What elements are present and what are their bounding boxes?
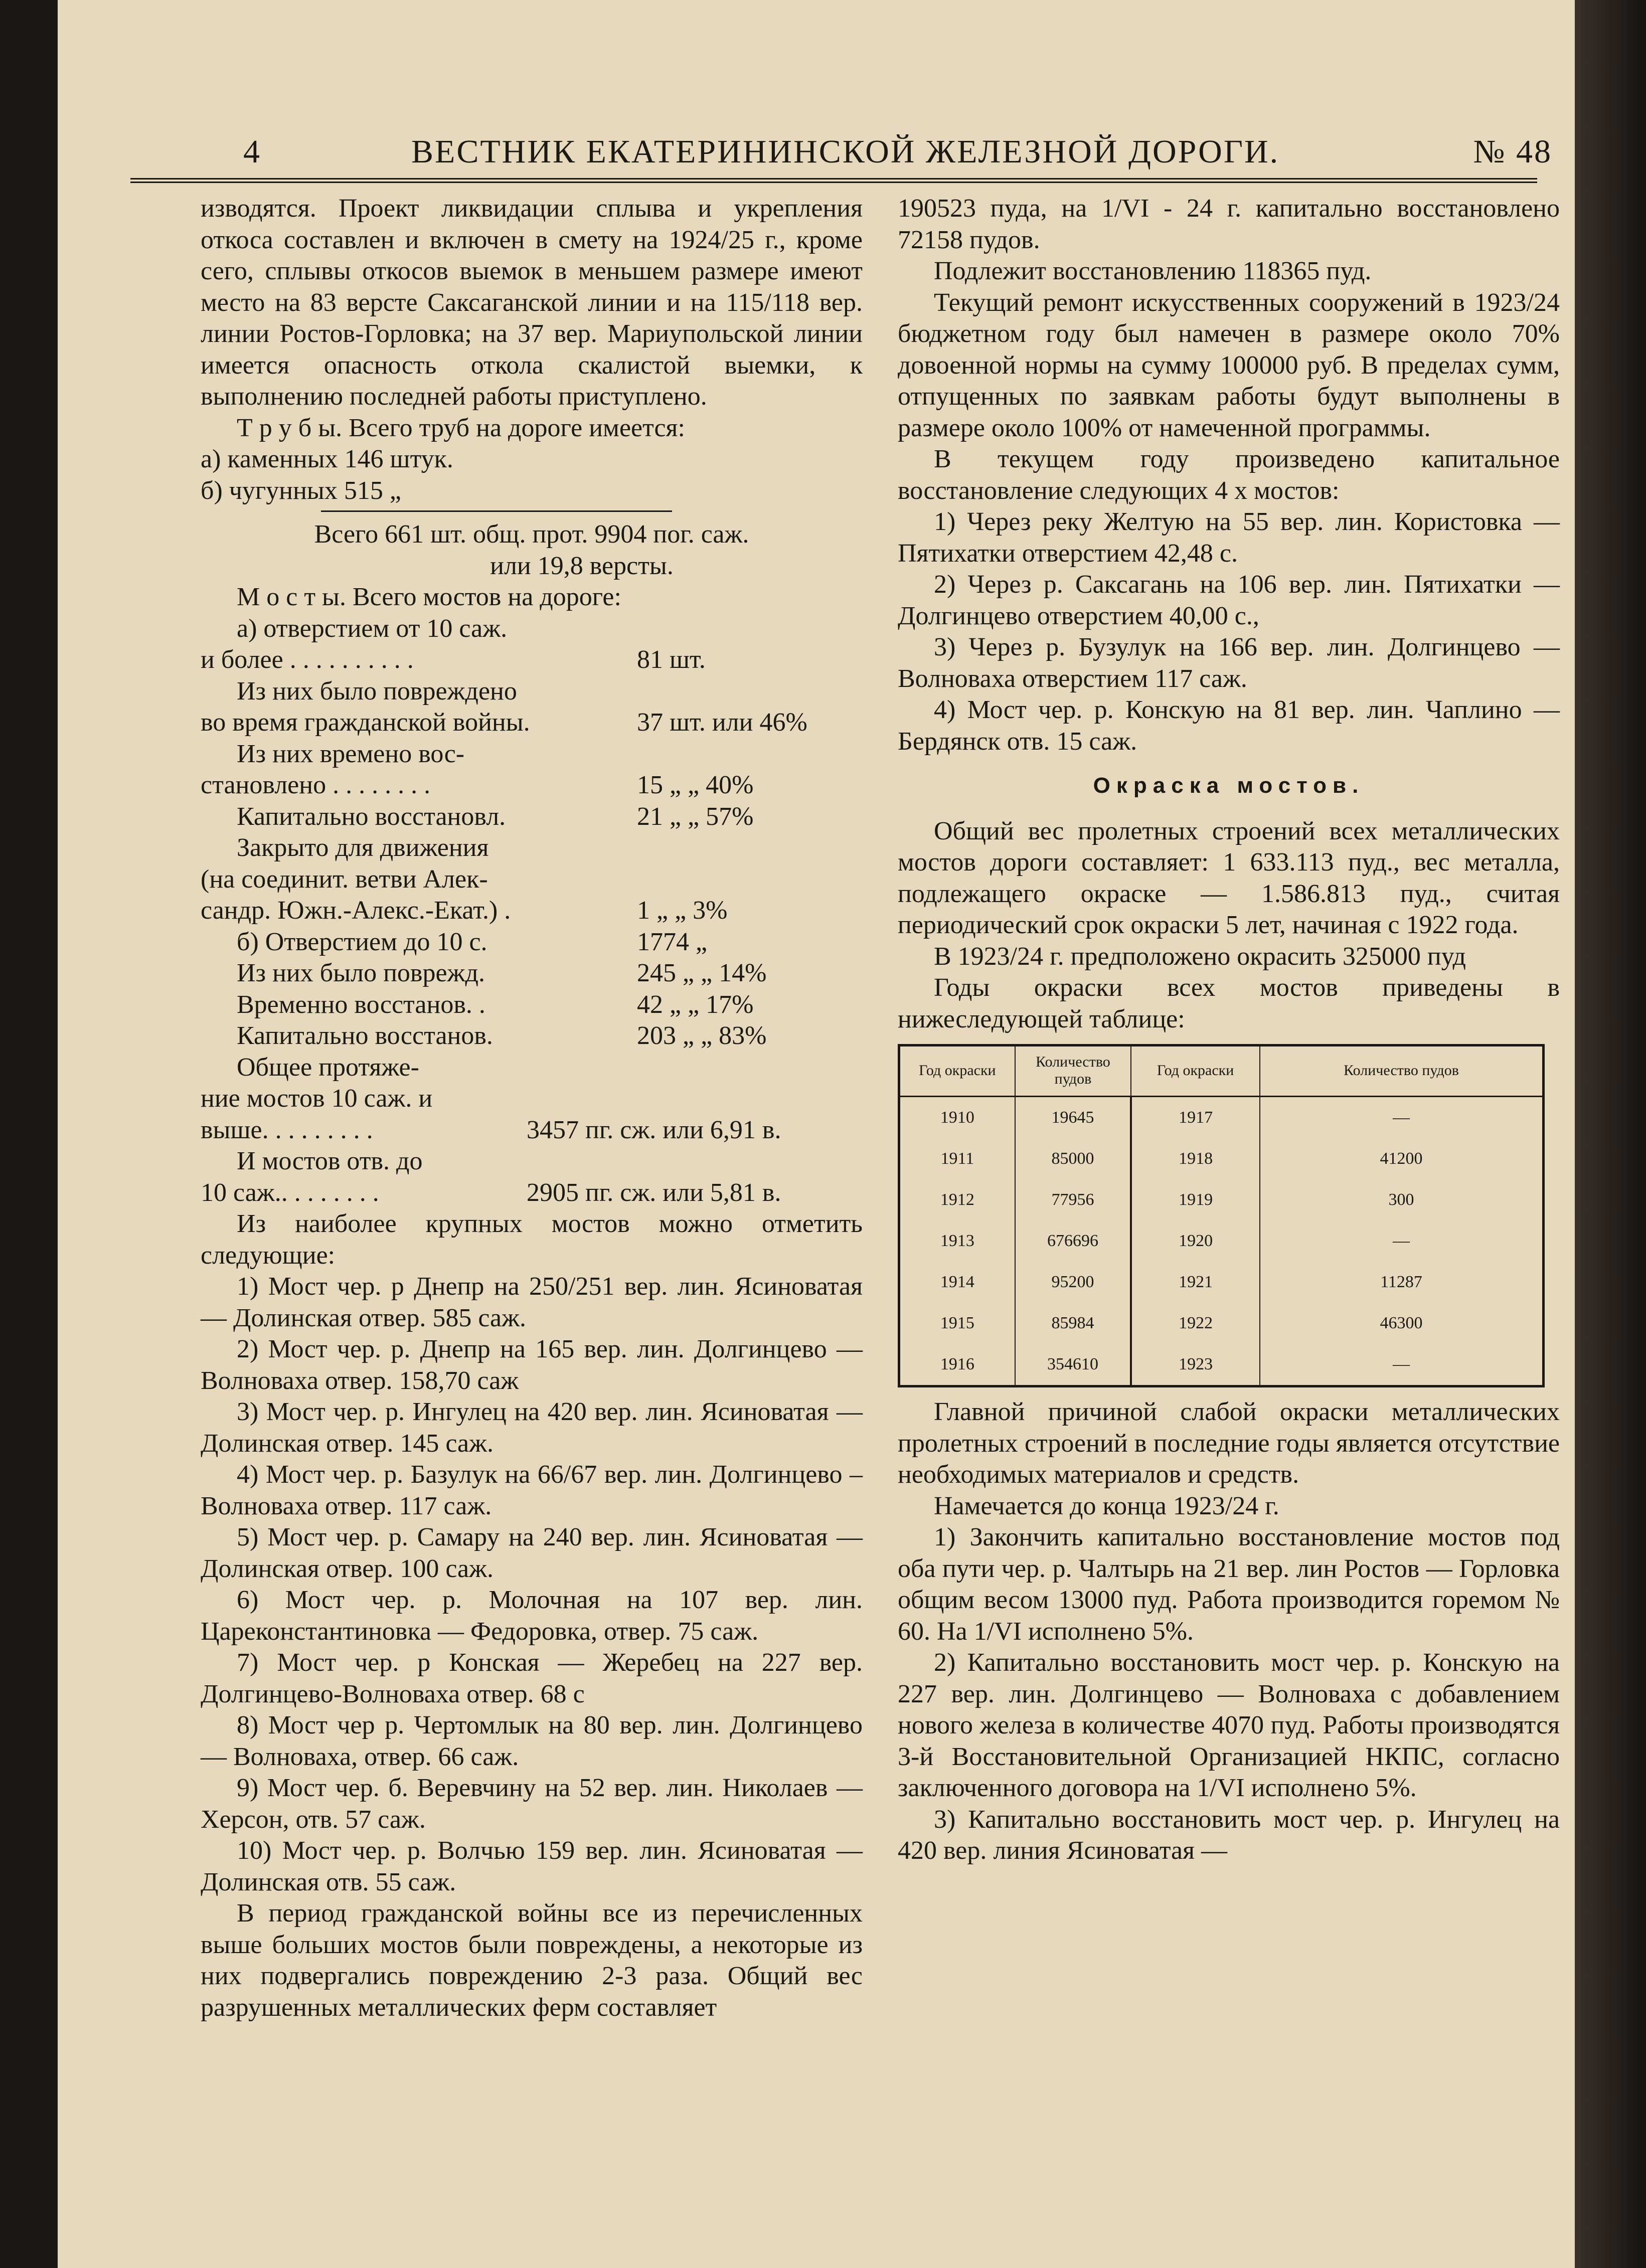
- paragraph: Намечается до конца 1923/24 г.: [934, 1491, 1279, 1520]
- paragraph: Годы окраски всех мостов приведены в нижеследующей таблице:: [898, 973, 1560, 1033]
- stat-row: [201, 1115, 863, 1146]
- bridges-intro: М о с т ы. Всего мостов на дороге:: [237, 583, 621, 611]
- bridge-item: 4) Мост чер. р. Базулук на 66/67 вер. лин. Долгинцево – Волноваха отвер. 117 саж.: [201, 1460, 863, 1520]
- year-cell: 1912: [899, 1179, 1015, 1220]
- table-row: [899, 1138, 1544, 1179]
- journal-title: ВЕСТНИК ЕКАТЕРИНИНСКОЙ ЖЕЛЕЗНОЙ ДОРОГИ.: [411, 133, 1280, 170]
- stat-row: [201, 1177, 863, 1209]
- stat-row: [201, 801, 863, 833]
- bridge-restored-item: 4) Мост чер. р. Конскую на 81 вер. лин. Чаплино — Бердянск отв. 15 саж.: [898, 695, 1560, 756]
- stat-row: [201, 989, 863, 1021]
- bridge-item: 1) Мост чер. р Днепр на 250/251 вер. лин. Ясиноватая — Долинская отвер. 585 саж.: [201, 1272, 863, 1332]
- year-cell: 1911: [899, 1138, 1015, 1179]
- year-cell: 1917: [1131, 1097, 1260, 1139]
- paragraph: Из наиболее крупных мостов можно отметить следующие:: [201, 1209, 863, 1270]
- stat-value: 42 „ „ 17%: [637, 990, 754, 1019]
- plan-item: 1) Закончить капитально восстановление мостов под оба пути чер. р. Чалтырь на 21 вер. лин Ростов — Горловка общим весом 13000 пуд. Работа производится горемом № 60. На 1/VI исполнено 5%.: [898, 1523, 1560, 1646]
- stat-label: во время гражданской войны.: [201, 708, 530, 737]
- stat-text: Из них было повреждено: [237, 676, 517, 706]
- quantity-cell: —: [1393, 1354, 1410, 1373]
- pipes-total-versts: или 19,8 версты.: [490, 551, 674, 580]
- page-number: 4: [243, 133, 261, 170]
- year-cell: 1923: [1131, 1344, 1260, 1386]
- stat-text: (на соединит. ветви Алек-: [201, 864, 488, 894]
- quantity-cell: 85984: [1015, 1303, 1131, 1344]
- stat-label: Временно восстанов. .: [237, 990, 485, 1019]
- stat-value: 1 „ „ 3%: [637, 896, 728, 925]
- stat-row: [201, 895, 863, 927]
- quantity-cell: 354610: [1015, 1344, 1131, 1386]
- stat-label: выше. . . . . . . . .: [201, 1115, 373, 1144]
- stat-value: 2905 пг. сж. или 5,81 в.: [527, 1178, 781, 1207]
- table-row: [899, 1220, 1544, 1262]
- bridge-item: 5) Мост чер. р. Самару на 240 вер. лин. Ясиноватая — Долинская отвер. 100 саж.: [201, 1523, 863, 1583]
- painting-table: [898, 1044, 1545, 1387]
- plan-item: 2) Капитально восстановить мост чер. р. Конскую на 227 вер. лин. Долгинцево — Волноваха с добавлением нового железа в количестве 4070 пуд. Работы производятся 3-й Восстановительной Организацией НКПС, согласно заключенного договора на 1/VI исполнено 5%.: [898, 1648, 1560, 1802]
- paragraph: Общий вес пролетных строений всех металлических мостов дороги составляет: 1 633.113 пуд., вес металла, подлежащего окраске — 1.586.813 пуд., считая периодический срок окраски 5 лет, начиная с 1922 года.: [898, 816, 1560, 939]
- quantity-cell: —: [1393, 1231, 1410, 1250]
- bridge-item: 9) Мост чер. б. Веревчину на 52 вер. лин. Николаев — Херсон, отв. 57 саж.: [201, 1774, 863, 1834]
- bridge-restored-item: 3) Через р. Бузулук на 166 вер. лин. Долгинцево — Волноваха отверстием 117 саж.: [898, 633, 1560, 693]
- year-cell: 1914: [899, 1262, 1015, 1303]
- running-header: [130, 128, 1552, 183]
- stat-value: 1774 „: [637, 927, 708, 956]
- header-year: Год окраски: [899, 1045, 1015, 1097]
- quantity-cell: 41200: [1380, 1149, 1423, 1168]
- stat-value: 203 „ „ 83%: [637, 1021, 767, 1050]
- header-quantity: Количество пудов: [1015, 1045, 1131, 1097]
- pipes-total: Всего 661 шт. общ. прот. 9904 пог. саж.: [314, 520, 749, 549]
- next-page-edge: [1575, 0, 1646, 2268]
- quantity-cell: 85000: [1015, 1138, 1131, 1179]
- stat-label: Капитально восстанов.: [237, 1021, 493, 1050]
- table-row: [899, 1097, 1544, 1139]
- bridge-item: 7) Мост чер. р Конская — Жеребец на 227 вер. Долгинцево-Волноваха отвер. 68 с: [201, 1648, 863, 1708]
- table-header-row: [899, 1045, 1544, 1097]
- year-cell: 1920: [1131, 1220, 1260, 1262]
- pipes-intro: Т р у б ы. Всего труб на дороге имеется:: [237, 413, 685, 442]
- year-cell: 1915: [899, 1303, 1015, 1344]
- stat-value: 21 „ „ 57%: [637, 802, 754, 831]
- stat-label: становлено . . . . . . . .: [201, 771, 431, 799]
- stat-row: [201, 770, 863, 801]
- stat-row: [201, 707, 863, 739]
- paragraph: Подлежит восстановлению 118365 пуд.: [934, 257, 1372, 285]
- year-cell: 1922: [1131, 1303, 1260, 1344]
- table-row: [899, 1344, 1544, 1386]
- paragraph: Главной причиной слабой окраски металлических пролетных строений в последние годы является отсутствие необходимых материалов и средств.: [898, 1398, 1560, 1489]
- year-cell: 1910: [899, 1097, 1015, 1139]
- quantity-cell: 19645: [1015, 1097, 1131, 1139]
- stat-value: 245 „ „ 14%: [637, 959, 767, 987]
- stat-text: ние мостов 10 саж. и: [201, 1084, 433, 1113]
- paragraph: В текущем году произведено капитальное восстановление следующих 4 х мостов:: [898, 445, 1560, 505]
- stat-row: [201, 1020, 863, 1052]
- bridge-item: 10) Мост чер. р. Волчью 159 вер. лин. Ясиноватая — Долинская отв. 55 саж.: [201, 1836, 863, 1896]
- stat-value: 3457 пг. сж. или 6,91 в.: [527, 1115, 781, 1144]
- year-cell: 1916: [899, 1344, 1015, 1386]
- bridge-item: 3) Мост чер. р. Ингулец на 420 вер. лин. Ясиноватая — Долинская отвер. 145 саж.: [201, 1398, 863, 1458]
- bridges-a-heading: а) отверстием от 10 саж.: [237, 614, 508, 643]
- stat-label: 10 саж.. . . . . . . .: [201, 1178, 379, 1207]
- bridge-restored-item: 1) Через реку Желтую на 55 вер. лин. Користовка — Пятихатки отверстием 42,48 с.: [898, 507, 1560, 568]
- quantity-cell: 300: [1388, 1190, 1414, 1209]
- header-quantity: Количество пудов: [1260, 1045, 1543, 1097]
- stat-label: сандр. Южн.-Алекс.-Екат.) .: [201, 896, 511, 925]
- right-column: [898, 193, 1560, 1867]
- quantity-cell: 676696: [1015, 1220, 1131, 1262]
- quantity-cell: 95200: [1015, 1262, 1131, 1303]
- paragraph: В 1923/24 г. предположено окрасить 325000 пуд: [934, 942, 1466, 971]
- bridge-item: 8) Мост чер р. Чертомлык на 80 вер. лин. Долгинцево — Волноваха, отвер. 66 саж.: [201, 1711, 863, 1771]
- quantity-cell: —: [1393, 1108, 1410, 1127]
- table-row: [899, 1262, 1544, 1303]
- stat-text: Закрыто для движения: [237, 833, 489, 862]
- quantity-cell: 46300: [1380, 1313, 1423, 1332]
- stat-row: [201, 927, 863, 958]
- stat-row: [201, 958, 863, 989]
- stat-value: 15 „ „ 40%: [637, 771, 754, 799]
- pipes-stone: а) каменных 146 штук.: [201, 445, 453, 473]
- sum-rule: [321, 506, 672, 512]
- stat-text: Общее протяже-: [237, 1053, 419, 1082]
- issue-number: № 48: [1473, 133, 1552, 170]
- bridge-restored-item: 2) Через р. Саксагань на 106 вер. лин. Пятихатки — Долгинцево отверстием 40,00 с.,: [898, 570, 1560, 630]
- paragraph: В период гражданской войны все из перечисленных выше больших мостов были повреждены, а некоторые из них подвергались повреждению 2-3 раза. Общий вес разрушенных металлических ферм составляет: [201, 1899, 863, 2022]
- table-row: [899, 1303, 1544, 1344]
- left-column: [201, 193, 863, 2023]
- bridge-item: 6) Мост чер. р. Молочная на 107 вер. лин. Цареконстантиновка — Федоровка, отвер. 75 саж.: [201, 1586, 863, 1646]
- table-row: [899, 1179, 1544, 1220]
- stat-label: и более . . . . . . . . . .: [201, 645, 414, 674]
- stat-value: 37 шт. или 46%: [637, 708, 807, 737]
- year-cell: 1919: [1131, 1179, 1260, 1220]
- stat-text: Из них времено вос-: [237, 739, 465, 768]
- section-heading: Окраска мостов.: [1093, 773, 1365, 798]
- paragraph: Текущий ремонт искусственных сооружений в 1923/24 бюджетном году был намечен в размере около 70% довоенной нормы на сумму 100000 руб. В пределах сумм, отпущенных по заявкам работы будут выполнены в размере около 100% от намеченной программы.: [898, 288, 1560, 442]
- stat-label: Из них было поврежд.: [237, 959, 485, 987]
- stat-text: И мостов отв. до: [237, 1147, 423, 1175]
- paragraph: изводятся. Проект ликвидации сплыва и укрепления откоса составлен и включен в смету на 1924/25 г., кроме сего, сплывы откосов выемок в меньшем размере имеют место на 83 версте Саксаганской линии и на 115/118 вер. линии Ростов-Горловка; на 37 вер. Мариупольской линии имеется опасность откола скалистой выемки, к выполнению последней работы приступлено.: [201, 194, 863, 411]
- year-cell: 1918: [1131, 1138, 1260, 1179]
- pipes-cast-iron: б) чугунных 515 „: [201, 476, 401, 505]
- bridge-item: 2) Мост чер. р. Днепр на 165 вер. лин. Долгинцево — Волноваха отвер. 158,70 саж: [201, 1335, 863, 1395]
- quantity-cell: 11287: [1380, 1272, 1422, 1291]
- stat-row: [201, 644, 863, 676]
- paragraph: 190523 пуда, на 1/VI - 24 г. капитально восстановлено 72158 пудов.: [898, 194, 1560, 254]
- header-year: Год окраски: [1131, 1045, 1260, 1097]
- quantity-cell: 77956: [1015, 1179, 1131, 1220]
- plan-item: 3) Капитально восстановить мост чер. р. Ингулец на 420 вер. линия Ясиноватая —: [898, 1805, 1560, 1865]
- stat-value: 81 шт.: [637, 645, 706, 674]
- year-cell: 1921: [1131, 1262, 1260, 1303]
- stat-label: б) Отверстием до 10 с.: [237, 927, 487, 956]
- year-cell: 1913: [899, 1220, 1015, 1262]
- stat-label: Капитально восстановл.: [237, 802, 506, 831]
